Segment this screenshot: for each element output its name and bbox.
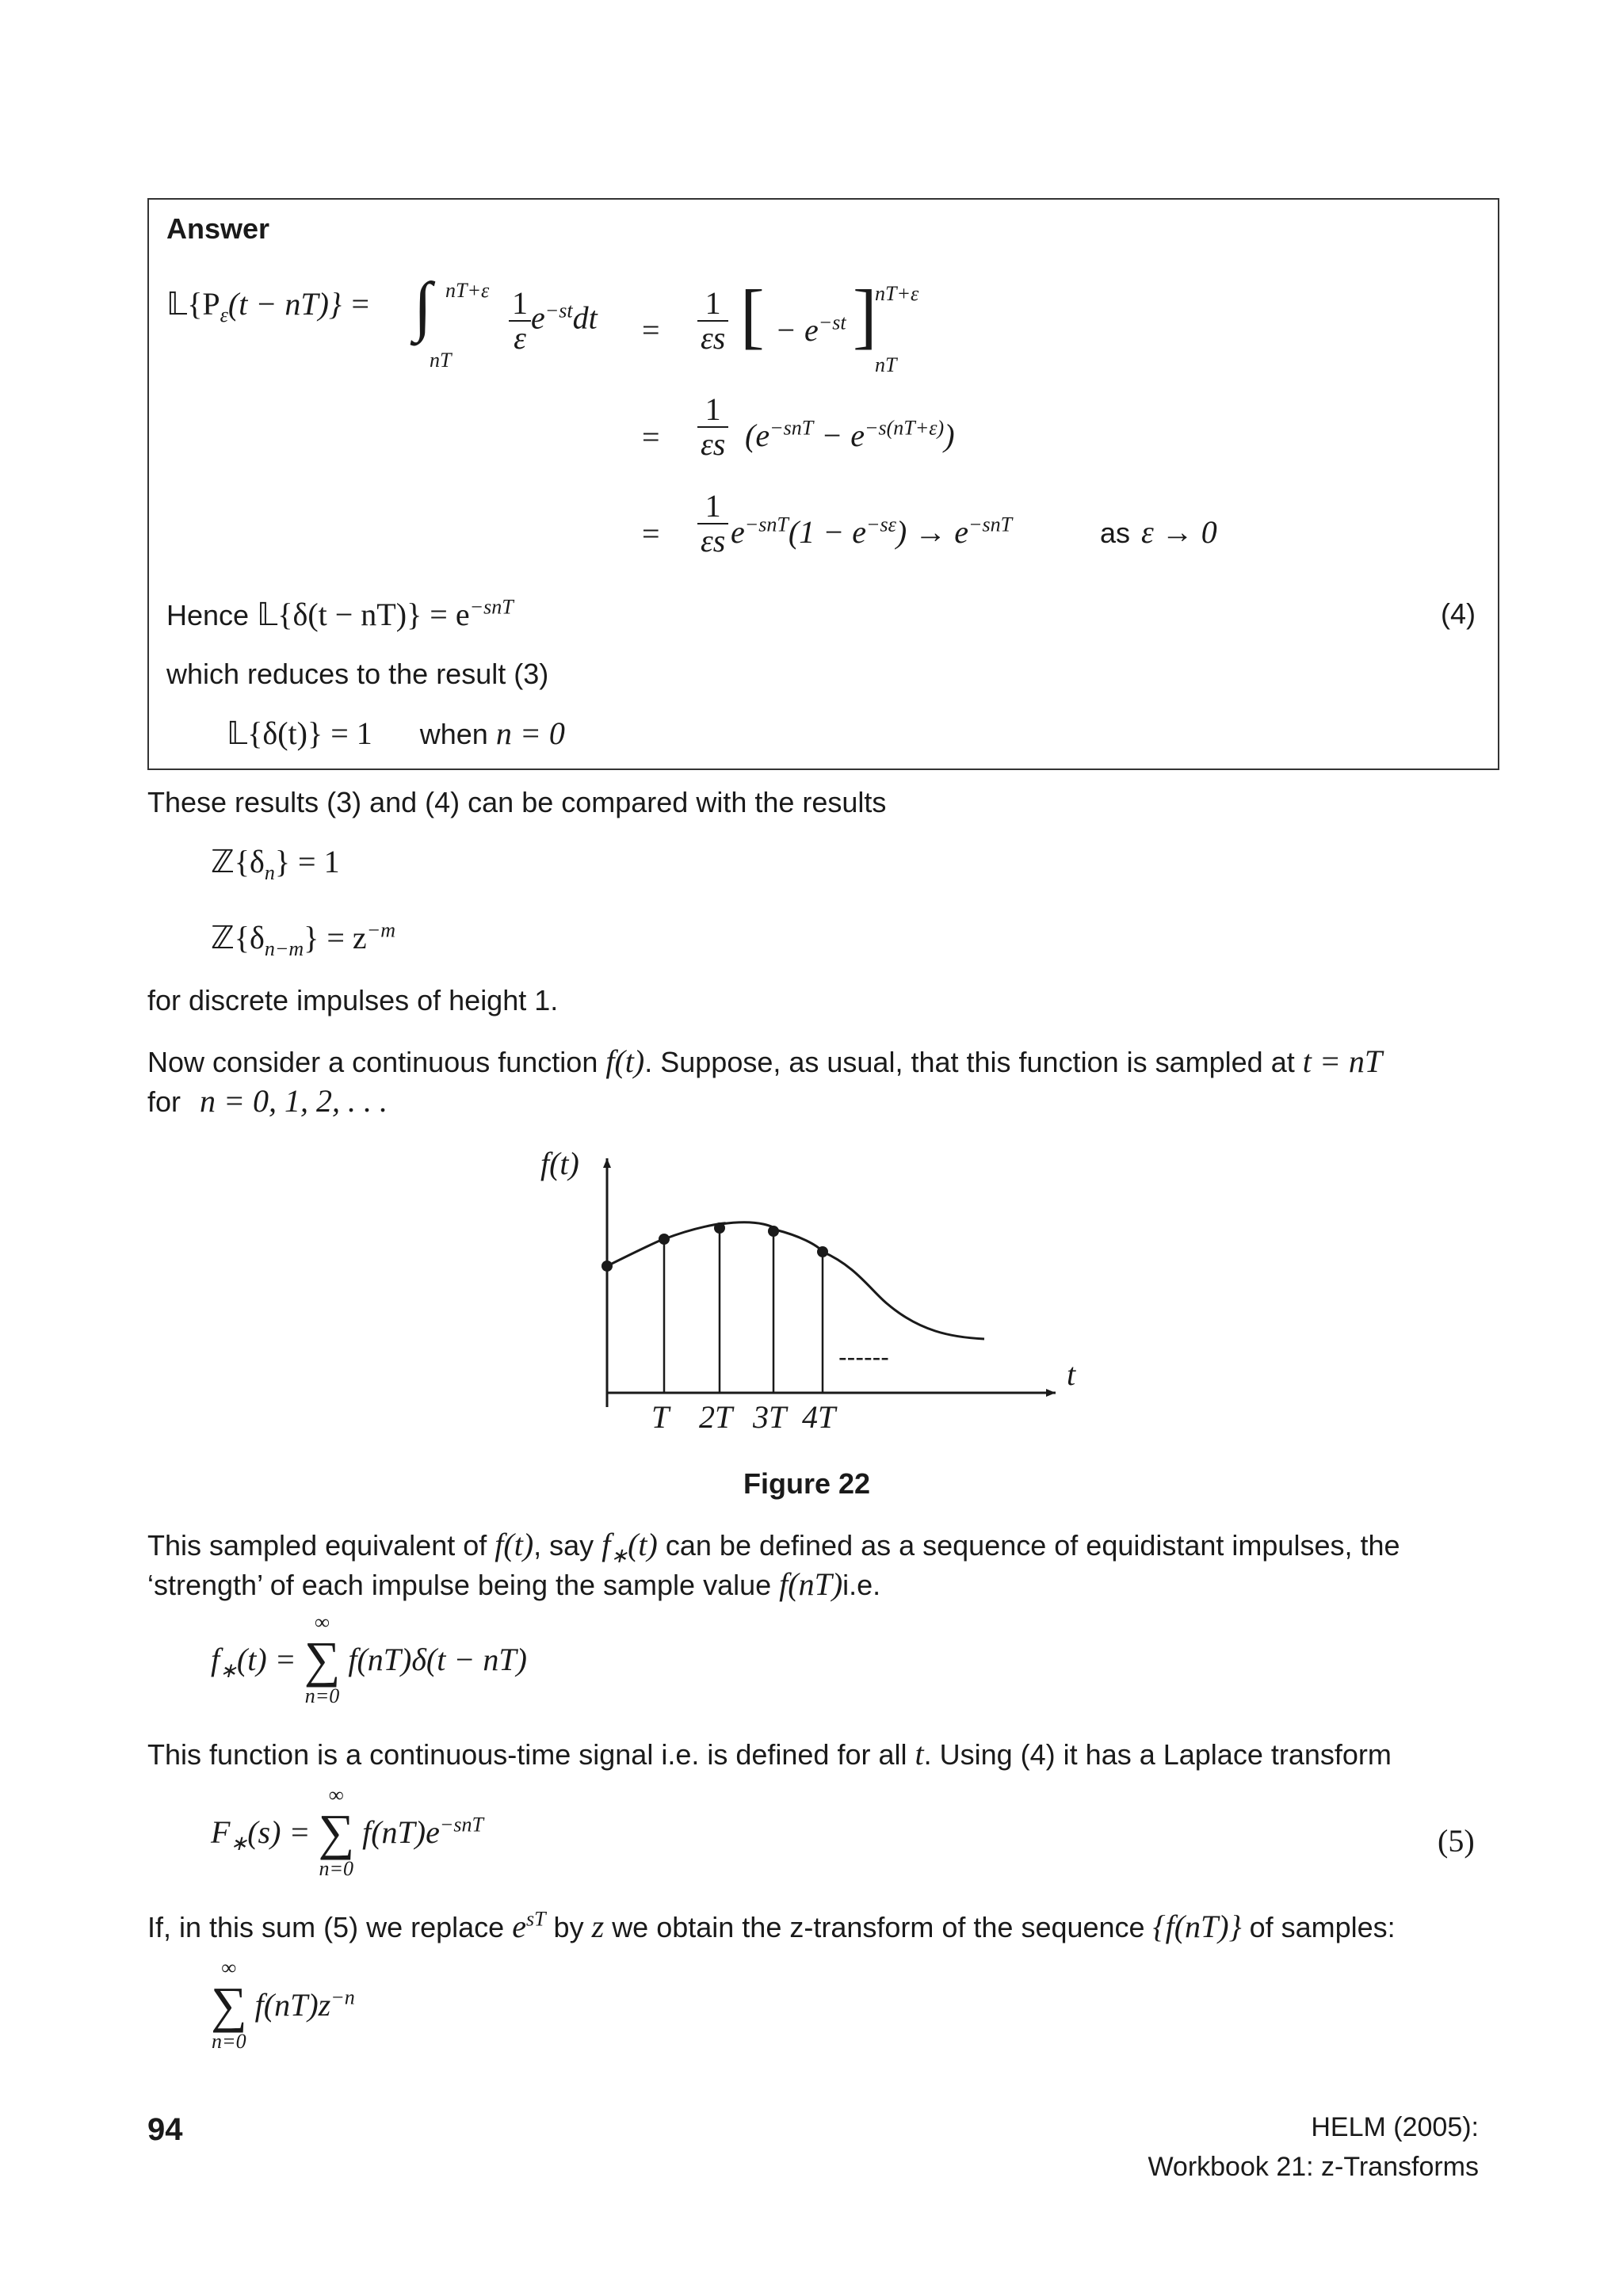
page-number: 94 xyxy=(147,2112,183,2147)
equation-tag-4: (4) xyxy=(1441,597,1476,630)
limit-expression: ε → 0 xyxy=(1141,514,1217,550)
footer-subtitle: Workbook 21: z-Transforms xyxy=(1148,2152,1479,2182)
paragraph-continuous-signal: This function is a continuous-time signal i.e. is defined for all t. Using (4) it has a Laplace transform xyxy=(147,1736,1392,1772)
summation: ∞ ∑ n=0 xyxy=(318,1783,355,1880)
sample-point-0 xyxy=(601,1261,613,1272)
delta-result-line: 𝕃{δ(t)} = 1 when n = 0 xyxy=(227,715,565,751)
bracket-inner: − $e^{-st}$ xyxy=(775,311,846,348)
summation: ∞ ∑ n=0 xyxy=(304,1611,341,1707)
equals-1: = xyxy=(642,312,660,348)
line2-expression: $(e^{-snT} - e^{-s(nT+\varepsilon)})$ xyxy=(745,416,955,453)
integral-sign: ∫ xyxy=(414,269,433,343)
tick-label-3T: 3T xyxy=(753,1399,787,1435)
answer-heading: Answer xyxy=(166,212,270,245)
integral-lower-limit: nT xyxy=(430,349,452,372)
footer-title: HELM (2005): xyxy=(1311,2112,1479,2142)
bracket-right: ] xyxy=(853,275,877,356)
continuation-dashes: ------ xyxy=(838,1343,889,1371)
tick-label-4T: 4T xyxy=(802,1399,836,1435)
paragraph-replace: If, in this sum (5) we replace $e^{sT}$ by z we obtain the z-transform of the sequence {f(nT)} of samples: xyxy=(147,1907,1396,1944)
line3-expression: $e^{-snT}(1 - e^{-s\varepsilon}) \to e^{-snT}$ xyxy=(731,513,1013,550)
tick-label-T: T xyxy=(651,1399,670,1435)
y-axis-label: f(t) xyxy=(540,1146,579,1181)
as-text: as xyxy=(1100,517,1131,549)
bracket-upper-limit: nT+ε xyxy=(875,282,919,305)
sample-point-4T xyxy=(817,1246,828,1257)
tick-label-2T: 2T xyxy=(699,1399,733,1435)
paragraph-discrete: for discrete impulses of height 1. xyxy=(147,984,559,1016)
integrand: $\frac{1}{\varepsilon}$ $e^{-st}dt$ xyxy=(509,287,598,355)
fraction-2: $\frac{1}{\varepsilon s}$ xyxy=(697,393,728,461)
bracket-lower-limit: nT xyxy=(875,353,897,376)
paragraph-compare: These results (3) and (4) can be compared with the results xyxy=(147,786,887,818)
paragraph-sampled-2: ‘strength’ of each impulse being the sample value f(nT)i.e. xyxy=(147,1566,881,1602)
sampled-function-equation: $f_∗(t)$ = ∞ ∑ n=0 f(nT)δ(t − nT) xyxy=(211,1611,527,1707)
paragraph-continuous-2: for n = 0, 1, 2, . . . xyxy=(147,1083,388,1119)
equals-3: = xyxy=(642,516,660,551)
bracket-left: [ xyxy=(740,275,765,356)
equation-tag-5: (5) xyxy=(1438,1823,1475,1859)
sampled-function-figure xyxy=(523,1141,1125,1442)
fraction-3: $\frac{1}{\varepsilon s}$ xyxy=(697,490,728,558)
summation: ∞ ∑ n=0 xyxy=(211,1956,247,2053)
z-transform-delta: $ℤ\{\delta_n\} = 1$ xyxy=(211,844,340,884)
laplace-equation-line1: $𝕃\{P_\varepsilon(t - nT)\}$ = xyxy=(166,286,371,326)
equals-2: = xyxy=(642,419,660,455)
paragraph-sampled-1: This sampled equivalent of f(t), say $f_∗(t)$ can be defined as a sequence of equidistant impulses, the xyxy=(147,1527,1400,1567)
integral-upper-limit: nT+ε xyxy=(445,279,490,302)
hence-line: Hence 𝕃{δ(t − $nT)\} = e^{-snT}$ xyxy=(166,595,514,632)
sample-point-2T xyxy=(714,1222,725,1234)
figure-caption: Figure 22 xyxy=(743,1467,871,1500)
reduces-text: which reduces to the result (3) xyxy=(166,658,549,690)
z-transform-shifted-delta: $ℤ\{\delta_{n-m}\} = z^{-m}$ xyxy=(211,918,396,960)
z-transform-sum: ∞ ∑ n=0 $f(nT)z^{-n}$ xyxy=(211,1956,355,2053)
laplace-transform-equation: $F_∗(s)$ = ∞ ∑ n=0 $f(nT)e^{-snT}$ xyxy=(211,1783,483,1880)
paragraph-continuous-1: Now consider a continuous function f(t). Suppose, as usual, that this function is sampled at t = nT xyxy=(147,1043,1383,1079)
fraction-1: $\frac{1}{\varepsilon s}$ xyxy=(697,287,728,355)
sample-point-T xyxy=(659,1234,670,1245)
x-axis-label: t xyxy=(1067,1356,1076,1392)
sample-point-3T xyxy=(768,1226,779,1237)
